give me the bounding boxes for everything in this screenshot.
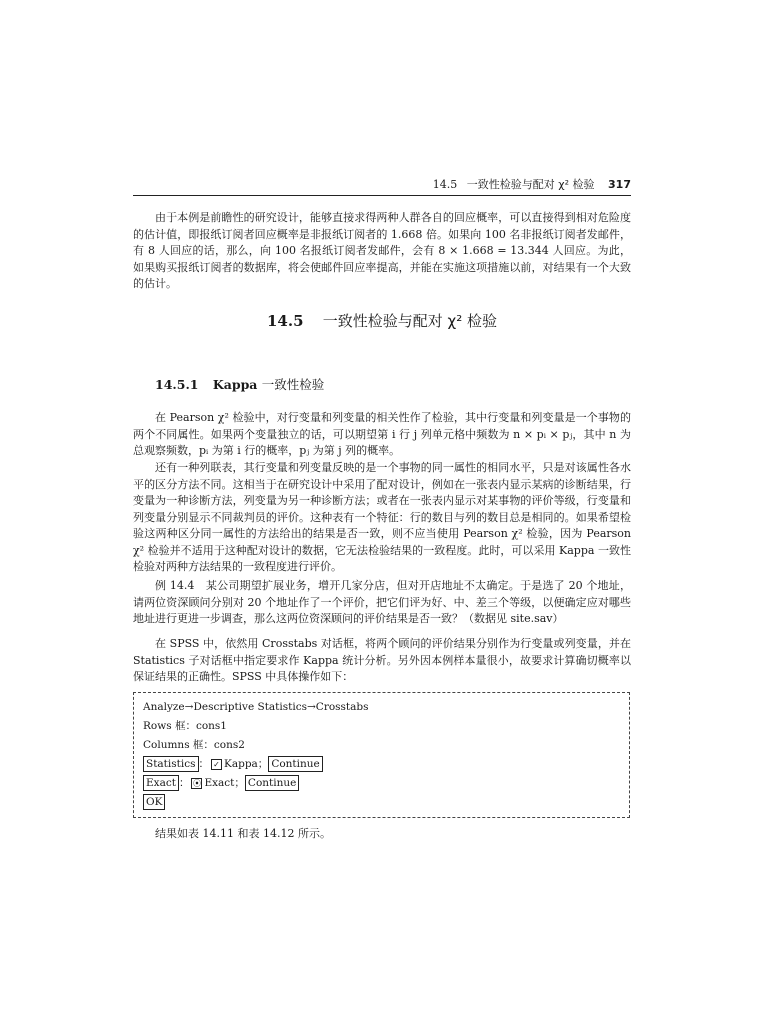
exact-radio[interactable]: ⦿ bbox=[192, 778, 201, 788]
rows-line bbox=[143, 717, 620, 736]
paragraph-spss: 在 SPSS 中，依然用 Crosstabs 对话框，将两个顾问的评价结果分别作为行变量或列变量，并在 Statistics 子对话框中指定要求作 Kappa 统计分析。另外因本例样本量很小，故要求计算确切概率以保证结果的正确性。SPSS 中具体操作如下： bbox=[133, 637, 631, 683]
header-section-number: 14.5 bbox=[432, 178, 458, 191]
menu-path: Analyze→Descriptive Statistics→Crosstabs bbox=[143, 701, 369, 713]
exact-button[interactable]: Exact bbox=[143, 775, 179, 791]
ok-line bbox=[143, 793, 620, 812]
section-heading bbox=[133, 310, 631, 331]
rows-label: Rows 框： bbox=[143, 720, 196, 732]
paragraph-pearson: 在 Pearson χ² 检验中，对行变量和列变量的相关性作了检验，其中行变量和列变量是一个事物的两个不同属性。如果两个变量独立的话，可以期望第 i 行 j 列单元格中频数为 n × pᵢ × pⱼ，其中 n 为总观察频数，pᵢ 为第 i 行的概率，pⱼ 为第 j 列的概率。 bbox=[133, 411, 631, 457]
section-number: 14.5 bbox=[267, 312, 304, 330]
columns-label: Columns 框： bbox=[143, 739, 214, 751]
exact-label: Exact； bbox=[204, 777, 245, 789]
exact-line: Exact ： ⦿ Exact； Continue bbox=[143, 774, 620, 793]
continue-button-statistics[interactable]: Continue bbox=[268, 756, 322, 772]
intro-paragraph: 由于本例是前瞻性的研究设计，能够直接求得两种人群各自的回应概率，可以直接得到相对危险度的估计值，即报纸订阅者回应概率是非报纸订阅者的 1.668 倍。如果向 100 名非报纸订阅者发邮件，有 8 人回应的话，那么，向 100 名报纸订阅者发邮件，会有 8 × 1.668 = 13.344 人回应。为此，如果购买报纸订阅者的数据库，将会使邮件回应率提高，并能在实施这项措施以前，对结果有一个大致的估计。 bbox=[133, 211, 631, 290]
kappa-checkbox[interactable]: ✓ bbox=[211, 759, 222, 770]
subsection-title-bold: Kappa bbox=[212, 377, 258, 392]
kappa-label: Kappa； bbox=[224, 758, 269, 770]
spss-steps-box bbox=[133, 692, 630, 818]
running-header bbox=[133, 176, 631, 196]
columns-line bbox=[143, 736, 620, 755]
subsection-heading bbox=[155, 375, 324, 393]
ok-button[interactable]: OK bbox=[143, 794, 165, 810]
page-number: 317 bbox=[608, 178, 631, 191]
continue-button-exact[interactable]: Continue bbox=[245, 775, 299, 791]
statistics-button[interactable]: Statistics bbox=[143, 756, 199, 772]
paragraph-example: 例 14.4 某公司期望扩展业务，增开几家分店，但对开店地址不太确定。于是选了 20 个地址，请两位资深顾问分别对 20 个地址作了一个评价，把它们评为好、中、差三个等级，以便确定应对哪些地址进行更进一步调查，那么这两位资深顾问的评价结果是否一致？（数据见 site.sav） bbox=[133, 579, 631, 625]
paragraph-contingency: 还有一种列联表，其行变量和列变量反映的是一个事物的同一属性的相同水平，只是对该属性各水平的区分方法不同。这相当于在研究设计中采用了配对设计，例如在一张表内显示某病的诊断结果，行变量为一种诊断方法，列变量为另一种诊断方法；或者在一张表内显示对某事物的评价等级，行变量和列变量分别显示不同裁判员的评价。这种表有一个特征：行的数目与列的数目总是相同的。如果希望检验这两种区分同一属性的方法给出的结果是否一致，则不应当使用 Pearson χ² 检验，因为 Pearson χ² 检验并不适用于这种配对设计的数据，它无法检验结果的一致程度。此时，可以采用 Kappa 一致性检验对两种方法结果的一致程度进行评价。 bbox=[133, 461, 631, 573]
closing-paragraph: 结果如表 14.11 和表 14.12 所示。 bbox=[155, 827, 331, 840]
section-title: 一致性检验与配对 χ² 检验 bbox=[322, 312, 497, 330]
subsection-title-rest: 一致性检验 bbox=[261, 377, 325, 392]
rows-value: cons1 bbox=[195, 720, 227, 732]
subsection-number: 14.5.1 bbox=[155, 377, 199, 392]
header-section-title: 一致性检验与配对 χ² 检验 bbox=[466, 178, 595, 191]
statistics-line: Statistics ： ✓ Kappa； Continue bbox=[143, 755, 620, 774]
columns-value: cons2 bbox=[213, 739, 245, 751]
